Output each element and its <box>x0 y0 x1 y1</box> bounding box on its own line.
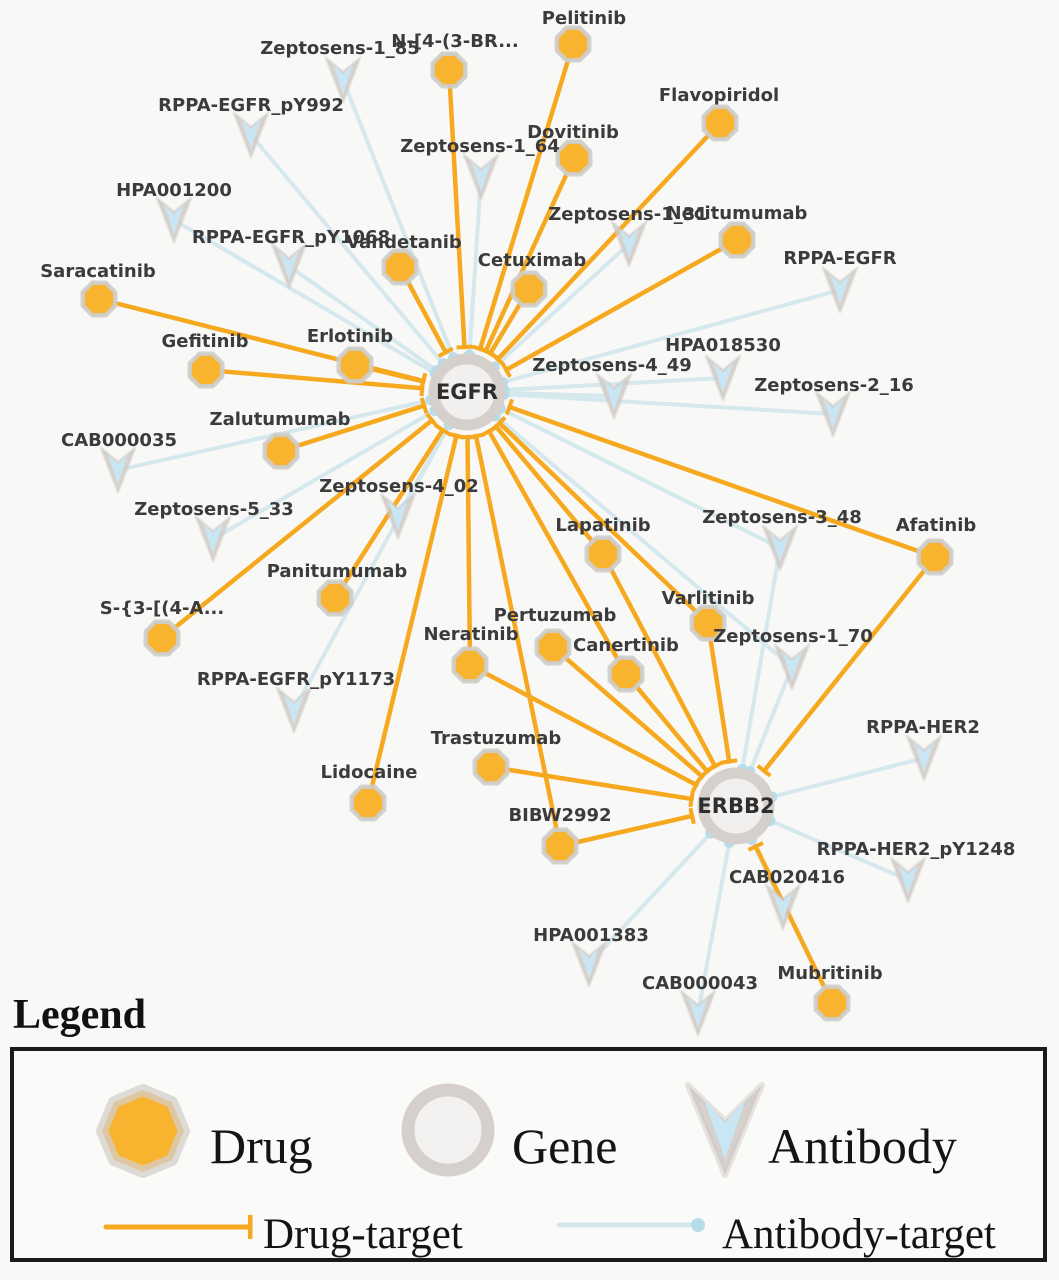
drug-target-tee <box>690 808 694 824</box>
drug-octagon <box>190 354 222 386</box>
drug-node-icon <box>88 1076 198 1186</box>
drug-target-tee <box>468 434 484 437</box>
node-label-zeptosens_4_02: Zeptosens-4_02 <box>319 476 479 497</box>
legend-antibody-label: Antibody <box>768 1118 957 1174</box>
antibody-target-edge <box>772 758 924 797</box>
node-label-bibw2992: BIBW2992 <box>508 805 612 826</box>
antibody-node-rppa_her2_py1248[interactable] <box>891 858 925 902</box>
drug-octagon <box>544 830 576 862</box>
drug-node-canertinib[interactable] <box>610 658 642 690</box>
drug-node-dovitinib[interactable] <box>558 142 590 174</box>
drug-octagon <box>83 283 115 315</box>
antibody-node-cab000043[interactable] <box>681 991 715 1035</box>
node-label-vandetanib: Vandetanib <box>346 232 462 253</box>
drug-octagon <box>610 658 642 690</box>
node-label-zeptosens_1_85: Zeptosens-1_85 <box>260 38 420 59</box>
drug-target-edge <box>491 767 692 799</box>
antibody-node-rppa_egfr[interactable] <box>823 268 857 312</box>
node-label-zeptosens_5_33: Zeptosens-5_33 <box>134 499 294 520</box>
antibody-node-cab000035[interactable] <box>101 448 135 492</box>
drug-node-neratinib[interactable] <box>454 649 486 681</box>
node-label-zeptosens_2_16: Zeptosens-2_16 <box>754 375 914 396</box>
node-label-lapatinib: Lapatinib <box>555 515 651 536</box>
drug-node-erlotinib[interactable] <box>339 349 371 381</box>
node-label-s_3_4_a: S-{3-[(4-A... <box>99 598 225 619</box>
drug-octagon <box>339 349 371 381</box>
drug-node-zalutumumab[interactable] <box>265 435 297 467</box>
drug-octagon <box>319 582 351 614</box>
node-label-n_4_3_br: N-[4-(3-BR... <box>391 31 519 52</box>
node-label-saracatinib: Saracatinib <box>40 261 156 282</box>
drug-octagon <box>558 142 590 174</box>
drug-target-edge <box>449 70 464 347</box>
drug-octagon <box>146 622 178 654</box>
antibody-target-edge-icon <box>555 1209 725 1241</box>
legend-drug-label: Drug <box>210 1118 313 1174</box>
node-label-rppa_her2: RPPA-HER2 <box>866 717 980 738</box>
gene-label: ERBB2 <box>697 794 775 818</box>
node-label-necitumumab: Necitumumab <box>666 203 808 224</box>
node-label-zeptosens_1_64: Zeptosens-1_64 <box>400 136 560 157</box>
node-label-zeptosens_4_49: Zeptosens-4_49 <box>532 355 692 376</box>
drug-target-tee <box>721 760 737 762</box>
node-label-rppa_egfr_py1173: RPPA-EGFR_pY1173 <box>196 669 396 690</box>
drug-octagon <box>537 631 569 663</box>
drug-node-pertuzumab[interactable] <box>537 631 569 663</box>
node-label-pertuzumab: Pertuzumab <box>493 605 617 626</box>
node-label-cab000043: CAB000043 <box>641 973 759 994</box>
drug-octagon <box>352 787 384 819</box>
node-label-canertinib: Canertinib <box>573 635 679 656</box>
antibody-node-zeptosens_1_64[interactable] <box>464 155 498 199</box>
node-label-zeptosens_1_70: Zeptosens-1_70 <box>713 626 873 647</box>
node-label-rppa_egfr_py1068: RPPA-EGFR_pY1068 <box>191 227 391 248</box>
drug-node-flavopiridol[interactable] <box>704 107 736 139</box>
node-label-erlotinib: Erlotinib <box>306 326 394 347</box>
drug-node-mubritinib[interactable] <box>816 987 848 1019</box>
drug-node-vandetanib[interactable] <box>384 251 416 283</box>
node-label-rppa_egfr_py992: RPPA-EGFR_pY992 <box>158 95 344 116</box>
legend-title: Legend <box>13 992 147 1038</box>
drug-node-lidocaine[interactable] <box>352 787 384 819</box>
drug-octagon <box>704 107 736 139</box>
node-label-flavopiridol: Flavopiridol <box>658 85 780 106</box>
drug-octagon <box>454 649 486 681</box>
node-label-cab020416: CAB020416 <box>728 867 846 888</box>
legend-box <box>10 1047 1047 1262</box>
legend-drug-target-label: Drug-target <box>263 1211 463 1258</box>
drug-node-s_3_4_a[interactable] <box>146 622 178 654</box>
antibody-node-rppa_egfr_py1173[interactable] <box>277 688 311 732</box>
node-label-hpa001383: HPA001383 <box>533 925 649 946</box>
node-label-zalutumumab: Zalutumumab <box>209 409 351 430</box>
node-label-pelitinib: Pelitinib <box>541 8 627 29</box>
node-label-zeptosens_1_31: Zeptosens-1_31 <box>548 204 708 225</box>
drug-node-gefitinib[interactable] <box>190 354 222 386</box>
node-label-afatinib: Afatinib <box>895 515 977 536</box>
antibody-node-zeptosens_1_70[interactable] <box>775 645 809 689</box>
node-label-dovitinib: Dovitinib <box>527 122 619 143</box>
node-label-gefitinib: Gefitinib <box>161 331 249 352</box>
antibody-node-icon <box>680 1075 770 1180</box>
drug-target-edge-icon <box>102 1211 272 1243</box>
drug-node-panitumumab[interactable] <box>319 582 351 614</box>
drug-node-necitumumab[interactable] <box>721 224 753 256</box>
node-label-neratinib: Neratinib <box>423 624 519 645</box>
node-label-trastuzumab: Trastuzumab <box>430 728 562 749</box>
antibody-node-hpa001383[interactable] <box>572 942 606 986</box>
node-label-zeptosens_3_48: Zeptosens-3_48 <box>702 507 862 528</box>
legend-gene-label: Gene <box>512 1118 618 1174</box>
node-label-rppa_her2_py1248: RPPA-HER2_pY1248 <box>816 839 1016 860</box>
drug-octagon <box>475 751 507 783</box>
antibody-node-zeptosens_1_31[interactable] <box>612 222 646 266</box>
drug-octagon <box>587 538 619 570</box>
node-label-hpa018530: HPA018530 <box>665 335 781 356</box>
drug-octagon <box>433 54 465 86</box>
node-label-cab000035: CAB000035 <box>60 430 178 451</box>
drug-target-tee <box>421 374 425 390</box>
antibody-target-edge <box>504 394 833 414</box>
drug-node-bibw2992[interactable] <box>544 830 576 862</box>
antibody-node-hpa001200[interactable] <box>157 198 191 242</box>
drug-octagon <box>721 224 753 256</box>
drug-target-tee <box>690 791 693 807</box>
drug-target-edge <box>498 123 720 359</box>
drug-octagon <box>513 273 545 305</box>
node-label-hpa001200: HPA001200 <box>116 180 232 201</box>
antibody-node-zeptosens_5_33[interactable] <box>196 517 230 561</box>
node-label-lidocaine: Lidocaine <box>320 762 418 783</box>
drug-octagon <box>557 28 589 60</box>
drug-octagon <box>816 987 848 1019</box>
drug-node-saracatinib[interactable] <box>83 283 115 315</box>
gene-label: EGFR <box>435 380 499 404</box>
node-label-rppa_egfr: RPPA-EGFR <box>783 248 897 269</box>
drug-node-pelitinib[interactable] <box>557 28 589 60</box>
antibody-target-edge <box>742 548 780 770</box>
drug-target-tee <box>457 347 473 348</box>
node-label-mubritinib: Mubritinib <box>777 963 883 984</box>
drug-node-afatinib[interactable] <box>919 541 951 573</box>
antibody-node-rppa_her2[interactable] <box>907 736 941 780</box>
drug-node-trastuzumab[interactable] <box>475 751 507 783</box>
drug-octagon <box>919 541 951 573</box>
drug-octagon <box>265 435 297 467</box>
legend-antibody-target-label: Antibody-target <box>722 1211 996 1258</box>
drug-node-n_4_3_br[interactable] <box>433 54 465 86</box>
gene-node-icon <box>393 1075 503 1185</box>
drug-node-cetuximab[interactable] <box>513 273 545 305</box>
node-label-panitumumab: Panitumumab <box>266 561 408 582</box>
antibody-node-zeptosens_3_48[interactable] <box>763 526 797 570</box>
drug-octagon <box>384 251 416 283</box>
node-label-varlitinib: Varlitinib <box>661 588 755 609</box>
node-label-cetuximab: Cetuximab <box>477 250 587 271</box>
drug-node-lapatinib[interactable] <box>587 538 619 570</box>
